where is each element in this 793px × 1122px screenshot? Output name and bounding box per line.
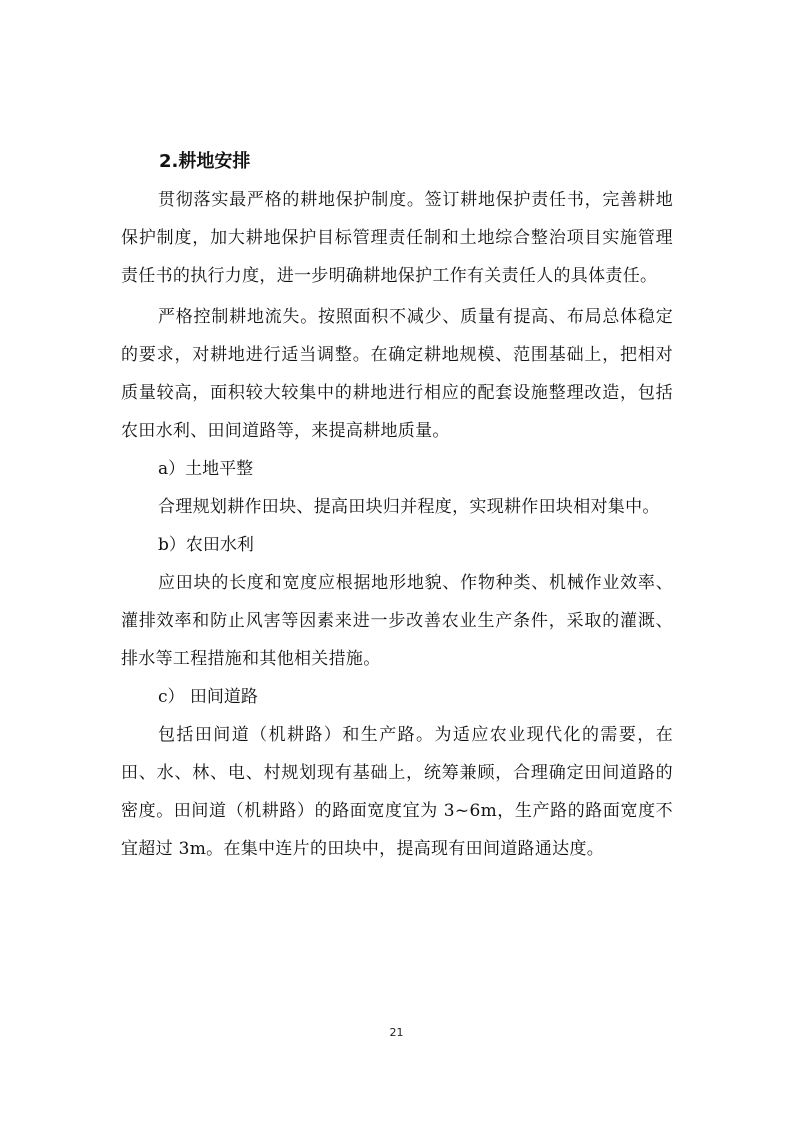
section-heading: 2.耕地安排: [159, 151, 251, 172]
subheading-irrigation: b）农田水利: [158, 535, 254, 555]
paragraph-control-loss: 严格控制耕地流失。按照面积不减少、质量有提高、布局总体稳定的要求，对耕地进行适当调整。在确定耕地规模、范围基础上，把相对质量较高，面积较大较集中的耕地进行相应的配套设施整理改造，包括农田水利、田间道路等，来提高耕地质量。: [121, 307, 673, 441]
paragraph-farmland-protection: 贯彻落实最严格的耕地保护制度。签订耕地保护责任书，完善耕地保护制度，加大耕地保护目标管理责任制和土地综合整治项目实施管理责任书的执行力度，进一步明确耕地保护工作有关责任人的具体责任。: [121, 190, 673, 286]
paragraph-land-leveling: 合理规划耕作田块、提高田块归并程度，实现耕作田块相对集中。: [158, 497, 660, 517]
paragraph-field-roads: 包括田间道（机耕路）和生产路。为适应农业现代化的需要，在田、水、林、电、村规划现有基础上，统筹兼顾，合理确定田间道路的密度。田间道（机耕路）的路面宽度宜为 3~6m，生产路的路面宽度不宜超过 3m。在集中连片的田块中，提高现有田间道路通达度。: [121, 725, 673, 859]
subheading-field-roads: c） 田间道路: [158, 687, 258, 707]
page-number: 21: [389, 1026, 404, 1039]
paragraph-irrigation: 应田块的长度和宽度应根据地形地貌、作物种类、机械作业效率、灌排效率和防止风害等因素来进一步改善农业生产条件，采取的灌溉、排水等工程措施和其他相关措施。: [121, 573, 673, 669]
page-content: [121, 143, 673, 868]
subheading-land-leveling: a）土地平整: [158, 459, 254, 479]
